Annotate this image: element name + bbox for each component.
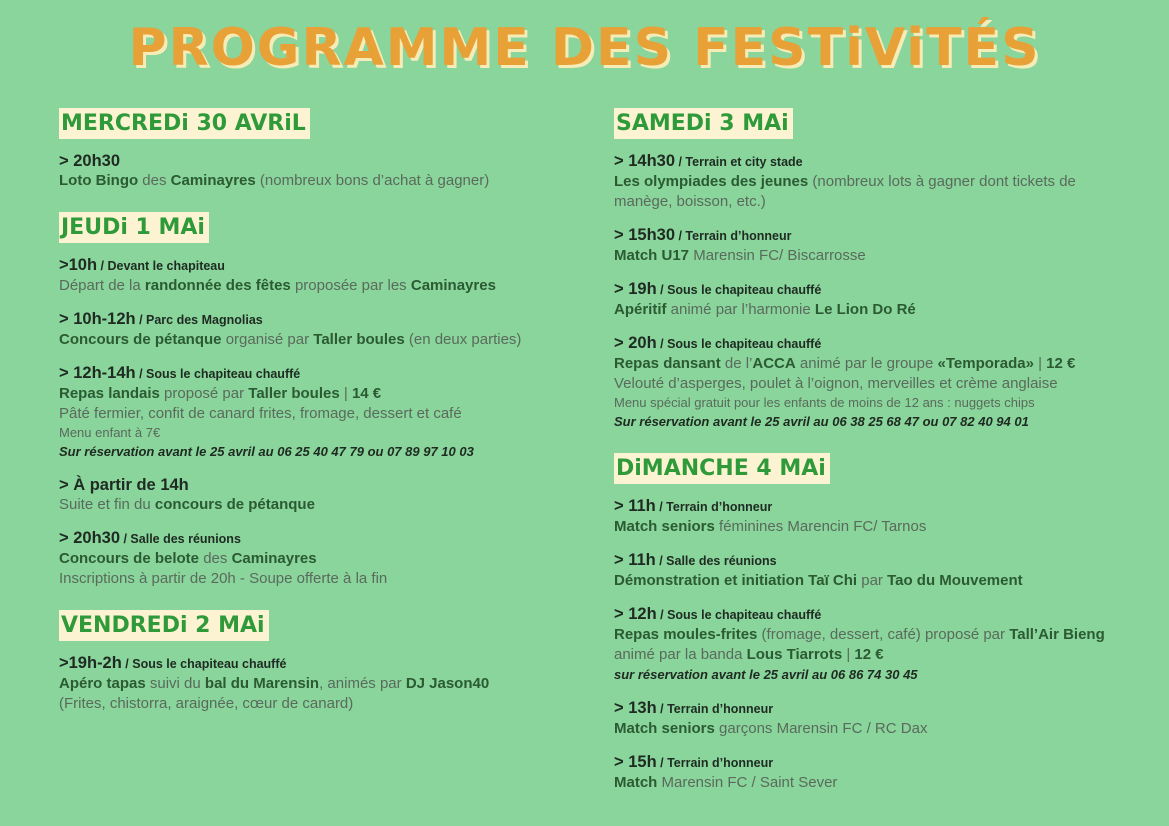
- event-sat-15h30: [614, 225, 1134, 266]
- event-reservation: Sur réservation avant le 25 avril au 06 38 25 68 47 ou 07 82 40 94 01: [614, 414, 1029, 429]
- day-heading-saturday: SAMEDi 3 MAi: [614, 108, 793, 139]
- event-kids-menu: Menu enfant à 7€: [59, 425, 161, 440]
- event-location: / Sous le chapiteau chauffé: [135, 367, 301, 381]
- page-title: PROGRAMME DES FESTiViTÉS: [128, 18, 1041, 78]
- event-location: / Terrain d’honneur: [656, 756, 774, 770]
- event-detail: manège, boisson, etc.): [614, 193, 766, 210]
- event-location: / Salle des réunions: [120, 532, 241, 546]
- event-description: Les olympiades des jeunes (nombreux lots à gagner dont tickets de: [614, 173, 1076, 190]
- event-sat-19h: [614, 279, 1134, 320]
- event-sun-12h: [614, 604, 1134, 685]
- event-time: >10h / Devant le chapiteau: [59, 256, 225, 274]
- event-description: Match seniors féminines Marencin FC/ Tarnos: [614, 518, 927, 535]
- event-kids-menu: Menu spécial gratuit pour les enfants de moins de 12 ans : nuggets chips: [614, 395, 1035, 410]
- event-description: Match U17 Marensin FC/ Biscarrosse: [614, 247, 866, 264]
- event-location: / Sous le chapiteau chauffé: [656, 608, 822, 622]
- event-sat-14h30: [614, 151, 1134, 212]
- event-fri-19h-2h: [59, 653, 579, 714]
- event-location: / Terrain d’honneur: [656, 702, 774, 716]
- event-time: > 20h30: [59, 152, 121, 170]
- day-heading-wednesday: MERCREDi 30 AVRiL: [59, 108, 310, 139]
- event-detail: (Frites, chistorra, araignée, cœur de canard): [59, 695, 354, 712]
- day-heading-friday: VENDREDi 2 MAi: [59, 610, 269, 641]
- event-description: Repas landais proposé par Taller boules | 14 €: [59, 385, 382, 402]
- event-location: / Salle des réunions: [655, 554, 777, 568]
- event-sun-11h-match: [614, 496, 1134, 537]
- right-column: [614, 108, 1134, 806]
- day-heading-thursday: JEUDi 1 MAi: [59, 212, 209, 243]
- event-location: / Terrain d’honneur: [655, 500, 773, 514]
- event-menu: Velouté d’asperges, poulet à l’oignon, merveilles et crème anglaise: [614, 375, 1058, 392]
- event-reservation: sur réservation avant le 25 avril au 06 86 74 30 45: [614, 667, 918, 682]
- event-time: > 13h / Terrain d’honneur: [614, 699, 774, 717]
- event-time: > 15h / Terrain d’honneur: [614, 753, 774, 771]
- event-description: Suite et fin du concours de pétanque: [59, 496, 315, 513]
- event-sat-20h: [614, 333, 1134, 432]
- event-location: / Sous le chapiteau chauffé: [121, 657, 287, 671]
- event-sun-11h-taichi: [614, 550, 1134, 591]
- event-detail: animé par la banda Lous Tiarrots | 12 €: [614, 646, 884, 663]
- event-time: > 20h / Sous le chapiteau chauffé: [614, 334, 822, 352]
- event-description: Démonstration et initiation Taï Chi par Tao du Mouvement: [614, 572, 1023, 589]
- event-location: / Terrain et city stade: [675, 155, 803, 169]
- day-heading-sunday: DiMANCHE 4 MAi: [614, 453, 830, 484]
- event-time: > 11h / Salle des réunions: [614, 551, 777, 569]
- event-description: Repas dansant de l’ACCA animé par le groupe «Temporada» | 12 €: [614, 355, 1076, 372]
- event-time: > 19h / Sous le chapiteau chauffé: [614, 280, 822, 298]
- event-description: Départ de la randonnée des fêtes proposée par les Caminayres: [59, 277, 496, 294]
- event-description: Match seniors garçons Marensin FC / RC Dax: [614, 720, 928, 737]
- event-sun-13h: [614, 698, 1134, 739]
- event-time: > À partir de 14h: [59, 476, 189, 494]
- event-time: > 10h-12h / Parc des Magnolias: [59, 310, 263, 328]
- event-thu-20h30: [59, 528, 579, 589]
- event-time: > 20h30 / Salle des réunions: [59, 529, 241, 547]
- event-location: / Devant le chapiteau: [97, 259, 225, 273]
- event-location: / Terrain d’honneur: [675, 229, 792, 243]
- event-description: Concours de belote des Caminayres: [59, 550, 317, 567]
- event-thu-12h-14h: [59, 363, 579, 462]
- event-reservation: Sur réservation avant le 25 avril au 06 25 40 47 79 ou 07 89 97 10 03: [59, 444, 474, 459]
- event-time: > 15h30 / Terrain d’honneur: [614, 226, 792, 244]
- event-description: Repas moules-frites (fromage, dessert, café) proposé par Tall’Air Bieng: [614, 626, 1105, 643]
- event-time: > 12h-14h / Sous le chapiteau chauffé: [59, 364, 301, 382]
- event-thu-14h: [59, 475, 579, 515]
- left-column: [59, 108, 579, 727]
- event-location: / Parc des Magnolias: [135, 313, 263, 327]
- event-location: / Sous le chapiteau chauffé: [656, 283, 822, 297]
- event-thu-10h-12h: [59, 309, 579, 350]
- event-location: / Sous le chapiteau chauffé: [656, 337, 822, 351]
- event-description: Match Marensin FC / Saint Sever: [614, 774, 838, 791]
- event-description: Concours de pétanque organisé par Taller boules (en deux parties): [59, 331, 522, 348]
- event-time: > 11h / Terrain d’honneur: [614, 497, 773, 515]
- event-description: Apéro tapas suivi du bal du Marensin, animés par DJ Jason40: [59, 675, 490, 692]
- event-sun-15h: [614, 752, 1134, 793]
- event-description: Loto Bingo des Caminayres (nombreux bons d’achat à gagner): [59, 172, 490, 189]
- event-menu: Pâté fermier, confit de canard frites, fromage, dessert et café: [59, 405, 462, 422]
- event-wed-20h30: [59, 151, 579, 191]
- event-time: >19h-2h / Sous le chapiteau chauffé: [59, 654, 287, 672]
- event-detail: Inscriptions à partir de 20h - Soupe offerte à la fin: [59, 570, 388, 587]
- event-thu-10h: [59, 255, 579, 296]
- event-time: > 14h30 / Terrain et city stade: [614, 152, 803, 170]
- event-time: > 12h / Sous le chapiteau chauffé: [614, 605, 822, 623]
- event-description: Apéritif animé par l’harmonie Le Lion Do Ré: [614, 301, 916, 318]
